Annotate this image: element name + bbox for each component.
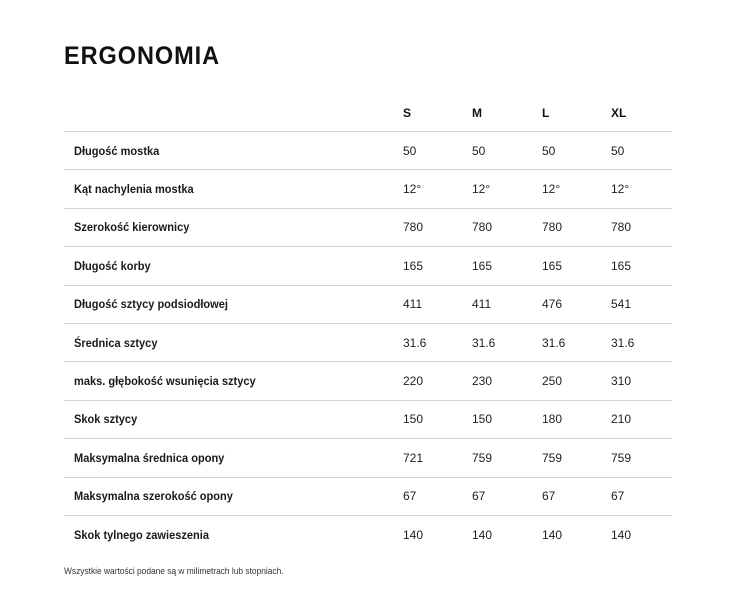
table-header-row xyxy=(64,94,672,132)
value-cell-m: 140 xyxy=(472,528,493,543)
value-cell-l: 180 xyxy=(542,412,563,427)
value-cell-s: 150 xyxy=(403,412,424,427)
column-header-s: S xyxy=(403,105,412,120)
value-cell-m: 780 xyxy=(472,220,493,235)
table-row xyxy=(64,324,672,362)
value-cell-s: 165 xyxy=(403,258,424,273)
value-cell-s: 31.6 xyxy=(403,335,427,350)
value-cell-xl: 50 xyxy=(611,143,625,158)
value-cell-xl: 210 xyxy=(611,412,632,427)
value-cell-l: 476 xyxy=(542,297,563,312)
value-cell-l: 67 xyxy=(542,489,556,504)
value-cell-m: 12° xyxy=(472,182,491,197)
value-cell-s: 12° xyxy=(403,182,422,197)
row-label: Szerokość kierownicy xyxy=(74,220,190,235)
ergonomics-table xyxy=(64,94,672,554)
value-cell-s: 721 xyxy=(403,450,424,465)
row-label: maks. głębokość wsunięcia sztycy xyxy=(74,374,256,389)
column-header-xl: XL xyxy=(611,105,627,120)
value-cell-m: 230 xyxy=(472,374,493,389)
value-cell-s: 140 xyxy=(403,528,424,543)
value-cell-xl: 140 xyxy=(611,528,632,543)
row-label: Długość mostka xyxy=(74,143,160,158)
value-cell-xl: 31.6 xyxy=(611,335,635,350)
value-cell-xl: 310 xyxy=(611,374,632,389)
value-cell-l: 250 xyxy=(542,374,563,389)
table-row xyxy=(64,516,672,554)
value-cell-m: 411 xyxy=(472,297,492,312)
table-row xyxy=(64,132,672,170)
value-cell-l: 12° xyxy=(542,182,561,197)
value-cell-m: 759 xyxy=(472,450,493,465)
value-cell-s: 780 xyxy=(403,220,424,235)
row-label: Skok tylnego zawieszenia xyxy=(74,528,209,543)
value-cell-m: 165 xyxy=(472,258,493,273)
column-header-m: M xyxy=(472,105,482,120)
value-cell-s: 220 xyxy=(403,374,424,389)
value-cell-l: 759 xyxy=(542,450,563,465)
value-cell-l: 780 xyxy=(542,220,563,235)
table-row xyxy=(64,478,672,516)
row-label: Średnica sztycy xyxy=(74,335,158,350)
value-cell-xl: 67 xyxy=(611,489,625,504)
row-label: Maksymalna szerokość opony xyxy=(74,489,233,504)
table-row xyxy=(64,209,672,247)
table-row xyxy=(64,247,672,285)
value-cell-xl: 759 xyxy=(611,450,632,465)
value-cell-xl: 12° xyxy=(611,182,630,197)
table-row xyxy=(64,401,672,439)
value-cell-m: 31.6 xyxy=(472,335,496,350)
value-cell-xl: 541 xyxy=(611,297,632,312)
row-label: Skok sztycy xyxy=(74,412,138,427)
table-row xyxy=(64,286,672,324)
value-cell-m: 50 xyxy=(472,143,486,158)
value-cell-s: 67 xyxy=(403,489,417,504)
units-footnote: Wszystkie wartości podane są w milimetrach lub stopniach. xyxy=(64,566,284,576)
column-header-l: L xyxy=(542,105,550,120)
row-label: Długość korby xyxy=(74,258,151,273)
row-label: Kąt nachylenia mostka xyxy=(74,182,194,197)
value-cell-s: 411 xyxy=(403,297,423,312)
value-cell-l: 31.6 xyxy=(542,335,566,350)
value-cell-l: 165 xyxy=(542,258,563,273)
value-cell-m: 67 xyxy=(472,489,486,504)
value-cell-xl: 780 xyxy=(611,220,632,235)
page-title: ERGONOMIA xyxy=(64,42,220,70)
row-label: Długość sztycy podsiodłowej xyxy=(74,297,228,312)
value-cell-l: 50 xyxy=(542,143,556,158)
value-cell-s: 50 xyxy=(403,143,417,158)
table-row xyxy=(64,170,672,208)
value-cell-l: 140 xyxy=(542,528,563,543)
value-cell-xl: 165 xyxy=(611,258,632,273)
value-cell-m: 150 xyxy=(472,412,493,427)
table-row xyxy=(64,362,672,400)
table-row xyxy=(64,439,672,477)
row-label: Maksymalna średnica opony xyxy=(74,450,225,465)
